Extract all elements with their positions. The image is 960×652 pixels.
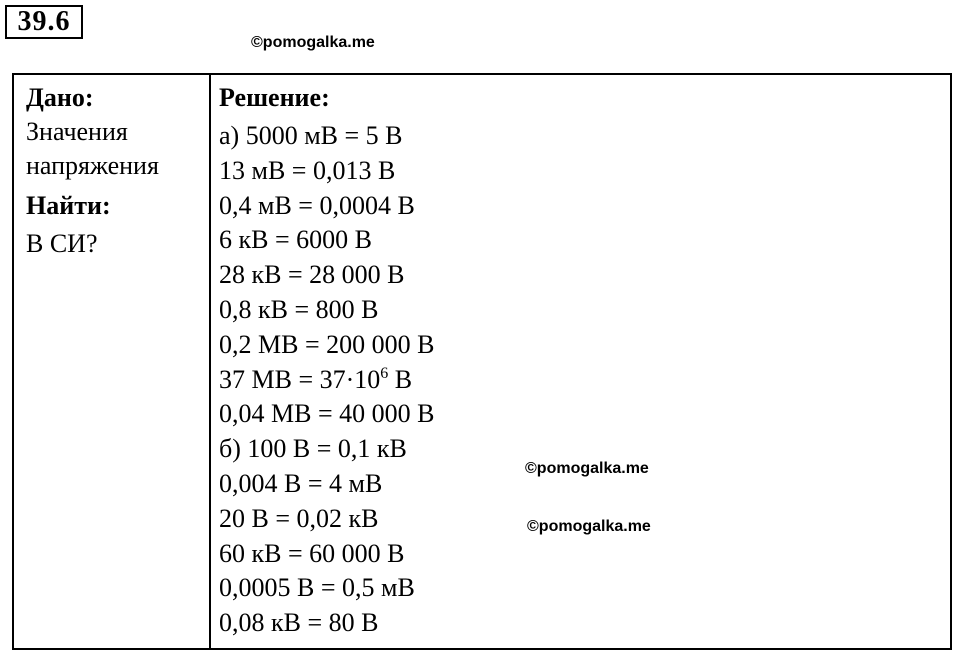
watermark-lower: ©pomogalka.me [527, 518, 651, 535]
power-base: 37 МВ = 37·10 [219, 364, 381, 394]
given-line: Значения [26, 117, 128, 146]
solution-line: 0,08 кВ = 80 В [219, 608, 379, 638]
column-divider [209, 75, 211, 648]
solution-heading: Решение: [219, 83, 330, 112]
solution-column [219, 81, 919, 641]
solution-line: 0,0005 В = 0,5 мВ [219, 573, 415, 603]
find-heading: Найти: [26, 191, 111, 220]
solution-line-power [219, 363, 919, 398]
solution-line: 20 В = 0,02 кВ [219, 503, 379, 533]
power-unit: В [388, 364, 413, 394]
solution-line: 0,004 В = 4 мВ [219, 468, 383, 498]
watermark-top: ©pomogalka.me [251, 34, 375, 51]
find-text: В СИ? [26, 229, 98, 258]
solution-line: 60 кВ = 60 000 В [219, 538, 405, 568]
solution-line: 13 мВ = 0,013 В [219, 155, 396, 185]
solution-table [12, 73, 952, 650]
solution-line: 0,2 МВ = 200 000 В [219, 329, 435, 359]
solution-line: 0,4 мВ = 0,0004 В [219, 190, 415, 220]
solution-line: а) 5000 мВ = 5 В [219, 121, 403, 150]
solution-line: 28 кВ = 28 000 В [219, 260, 405, 290]
given-line: напряжения [26, 151, 159, 180]
watermark-middle: ©pomogalka.me [525, 460, 649, 477]
given-column [26, 81, 206, 261]
solution-line: 0,04 МВ = 40 000 В [219, 399, 435, 429]
solution-line: 0,8 кВ = 800 В [219, 294, 379, 324]
solution-line: 6 кВ = 6000 В [219, 225, 372, 255]
given-heading: Дано: [26, 83, 94, 112]
problem-number: 39.6 [5, 5, 83, 39]
power-exponent: 6 [380, 364, 389, 382]
solution-line: б) 100 В = 0,1 кВ [219, 434, 407, 464]
